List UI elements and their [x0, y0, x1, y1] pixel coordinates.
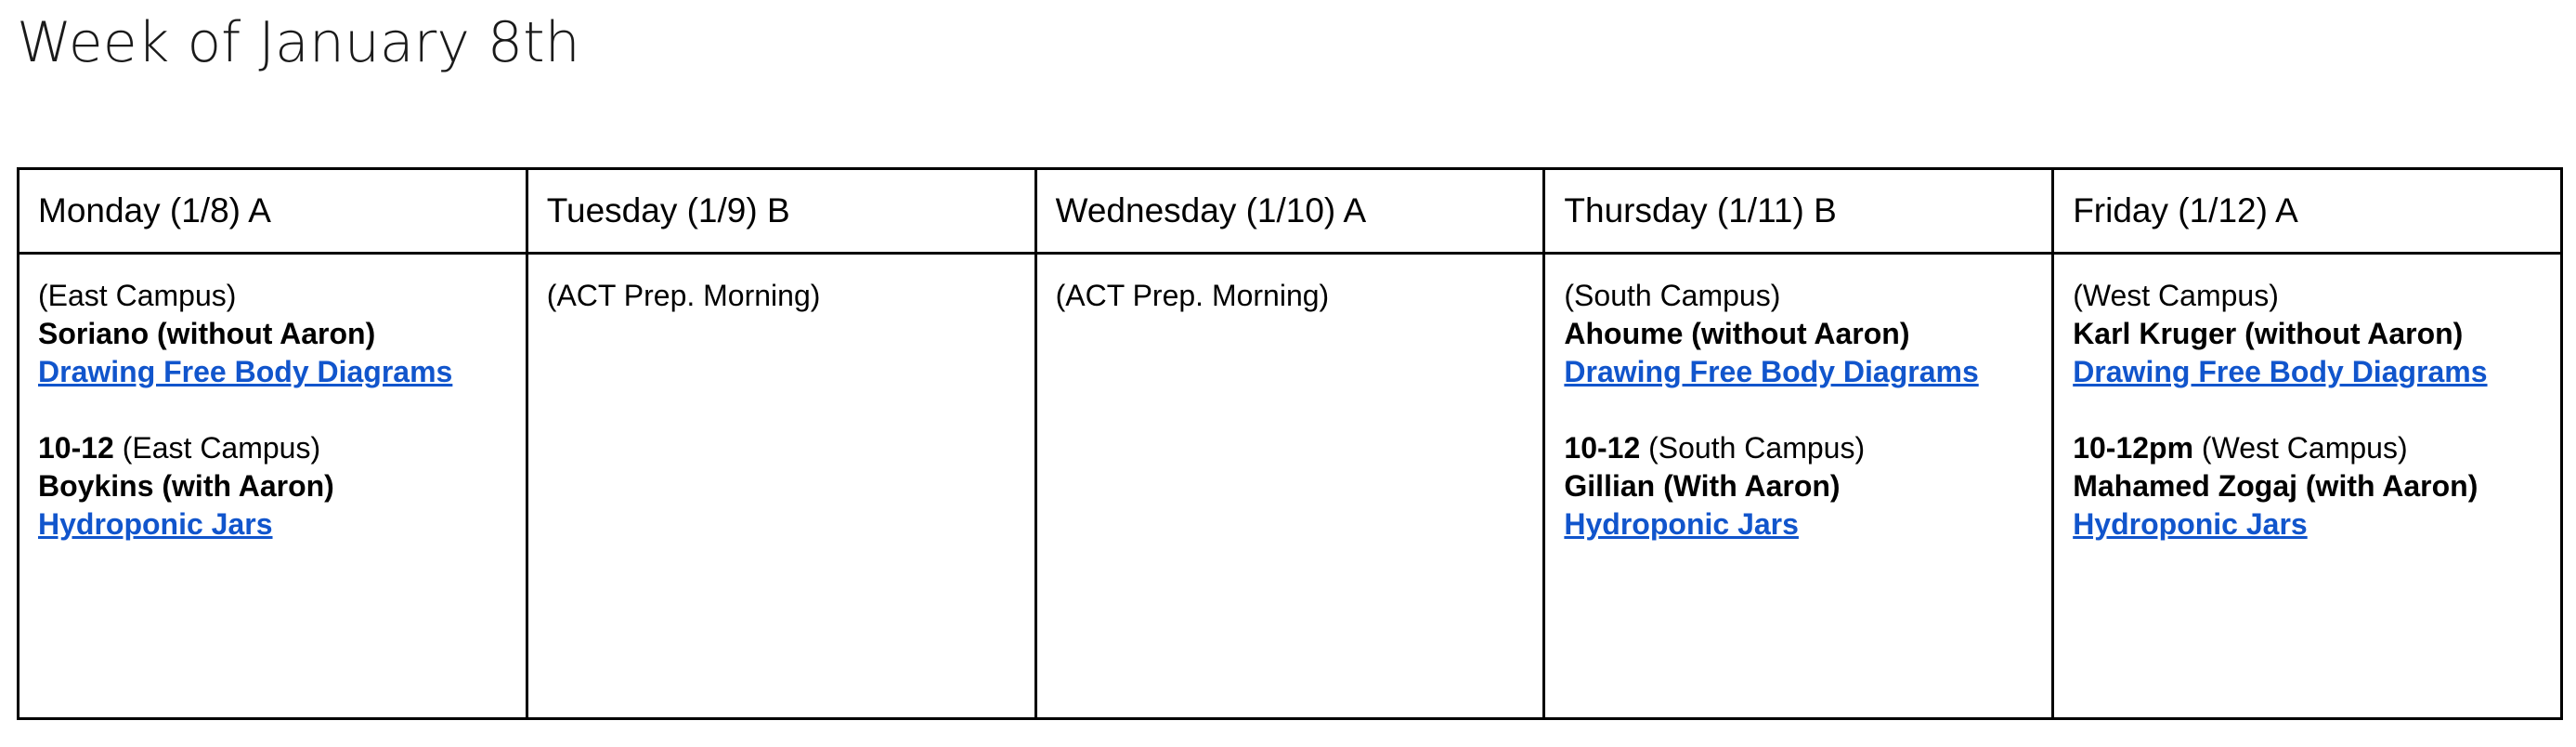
campus-label: (ACT Prep. Morning) — [1055, 279, 1330, 312]
campus-label: (East Campus) — [122, 431, 321, 465]
day-header-thursday: Thursday (1/11) B — [1544, 169, 2053, 254]
lesson-link-drawing-free-body-diagrams[interactable]: Drawing Free Body Diagrams — [2073, 355, 2488, 388]
person-label: Soriano (without Aaron) — [38, 317, 376, 350]
day-header-monday: Monday (1/8) A — [19, 169, 527, 254]
person-label: Ahoume (without Aaron) — [1564, 317, 1910, 350]
header-row — [19, 169, 2562, 254]
campus-label: (South Campus) — [1564, 279, 1781, 312]
page-title: Week of January 8th — [17, 10, 580, 75]
time-label: 10-12pm — [2073, 431, 2194, 465]
block-spacer — [38, 391, 507, 429]
block-spacer — [2073, 391, 2542, 429]
campus-label: (South Campus) — [1648, 431, 1866, 465]
day-cell-friday — [2053, 254, 2562, 719]
day-header-friday: Friday (1/12) A — [2053, 169, 2562, 254]
day-cell-monday — [19, 254, 527, 719]
time-campus-line — [38, 429, 507, 467]
campus-label: (West Campus) — [2073, 279, 2279, 312]
lesson-link-hydroponic-jars[interactable]: Hydroponic Jars — [1564, 507, 1799, 541]
person-label: Gillian (With Aaron) — [1564, 469, 1841, 503]
schedule-table — [17, 167, 2563, 720]
lesson-link-drawing-free-body-diagrams[interactable]: Drawing Free Body Diagrams — [38, 355, 453, 388]
time-label: 10-12 — [38, 431, 114, 465]
day-header-tuesday: Tuesday (1/9) B — [527, 169, 1035, 254]
block-spacer — [1564, 391, 2033, 429]
lesson-link-hydroponic-jars[interactable]: Hydroponic Jars — [38, 507, 273, 541]
time-campus-line — [2073, 429, 2542, 467]
campus-label: (West Campus) — [2201, 431, 2408, 465]
lesson-link-hydroponic-jars[interactable]: Hydroponic Jars — [2073, 507, 2308, 541]
day-cell-tuesday — [527, 254, 1035, 719]
day-cell-thursday — [1544, 254, 2053, 719]
lesson-link-drawing-free-body-diagrams[interactable]: Drawing Free Body Diagrams — [1564, 355, 1979, 388]
time-campus-line — [1564, 429, 2033, 467]
day-cell-wednesday — [1035, 254, 1544, 719]
day-header-wednesday: Wednesday (1/10) A — [1035, 169, 1544, 254]
campus-label: (ACT Prep. Morning) — [546, 279, 821, 312]
person-label: Karl Kruger (without Aaron) — [2073, 317, 2464, 350]
campus-label: (East Campus) — [38, 279, 237, 312]
time-label: 10-12 — [1564, 431, 1641, 465]
schedule-row — [19, 254, 2562, 719]
person-label: Boykins (with Aaron) — [38, 469, 334, 503]
person-label: Mahamed Zogaj (with Aaron) — [2073, 469, 2478, 503]
